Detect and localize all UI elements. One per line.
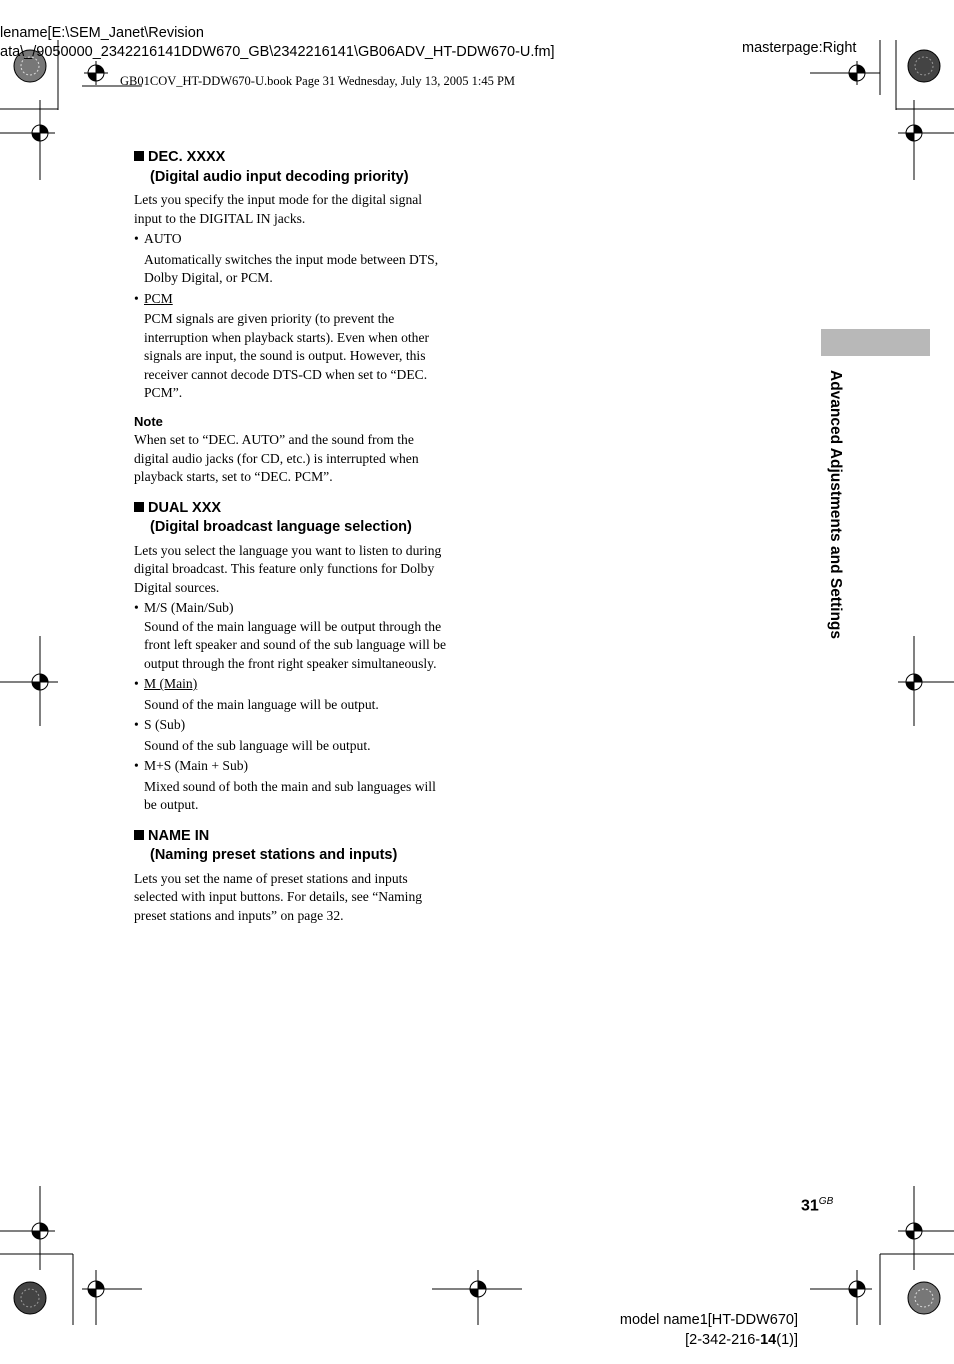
item-desc: Sound of the main language will be output through the front left speaker and sound of the sub language will be output through the front right speaker simultaneously. [144,618,446,671]
side-tab-label: Advanced Adjustments and Settings [827,370,844,639]
name-intro: Lets you set the name of preset stations and inputs selected with input buttons. For details, see “Naming preset stations and inputs” on page 32. [134,870,423,923]
square-bullet-icon [134,502,144,512]
footer-code-pre: [2-342-216- [685,1332,761,1348]
dec-title: DEC. XXXX [148,149,226,165]
footer-code-post: (1)] [776,1332,798,1348]
page-number-value: 31 [801,1197,819,1215]
side-tab-marker [821,329,930,356]
list-item [134,716,446,755]
square-bullet-icon [134,151,144,161]
bullet-dot: • [134,231,139,246]
name-section-heading [134,827,446,866]
item-desc: Mixed sound of both the main and sub languages will be output. [144,778,436,812]
name-title: NAME IN [148,827,210,844]
list-item [134,599,446,673]
file-path [0,24,555,62]
footer-line2 [612,1330,798,1350]
page-number [801,1196,833,1215]
list-item [134,230,446,288]
list-item [134,757,446,815]
dual-intro: Lets you select the language you want to listen to during digital broadcast. This feature only functions for Dolby Digital sources. [134,542,442,595]
file-path-line1: lename[E:\SEM_Janet\Revision [0,25,204,41]
item-label-default: M (Main) [144,676,198,691]
bullet-dot: • [134,717,139,732]
item-desc: Sound of the sub language will be output. [144,737,371,753]
footer-model-info [612,1310,798,1350]
book-info: GB01COV_HT-DDW670-U.book Page 31 Wednesday, July 13, 2005 1:45 PM [120,74,516,88]
bullet-dot: • [134,676,139,691]
item-label: M/S (Main/Sub) [144,600,234,615]
dec-subtitle: (Digital audio input decoding priority) [150,168,409,185]
item-label: AUTO [144,231,182,246]
list-item [134,675,446,714]
file-path-line2: ata\_/9050000_2342216141DDW670_GB\2342216141\GB06ADV_HT-DDW670-U.fm] [0,44,555,60]
footer-code-bold: 14 [760,1332,777,1348]
item-desc: Sound of the main language will be output. [144,696,379,712]
masterpage-label: masterpage:Right [742,40,857,56]
bullet-dot: • [134,758,139,773]
dec-section-heading [134,148,446,187]
bullet-dot: • [134,600,139,615]
dual-subtitle: (Digital broadcast language selection) [150,519,412,535]
item-label-default: PCM [144,290,173,306]
page-number-suffix: GB [818,1196,834,1207]
item-label: S (Sub) [144,717,186,732]
bullet-dot: • [134,290,139,306]
list-item [134,290,446,403]
dual-title: DUAL XXX [148,499,222,516]
note-heading: Note [134,413,163,429]
item-label: M+S (Main + Sub) [144,758,249,773]
dec-intro: Lets you specify the input mode for the digital signal input to the DIGITAL IN jacks. [134,192,423,226]
name-subtitle: (Naming preset stations and inputs) [150,847,398,863]
note-text: When set to “DEC. AUTO” and the sound from the digital audio jacks (for CD, etc.) is interrupted when playback starts, set to “DEC. PCM”. [134,432,419,484]
item-desc: PCM signals are given priority (to prevent the interruption when playback starts). Even when other signals are input, the sound is output. However, this receiver cannot decode DTS-CD when set to “DEC. PCM”. [144,311,430,400]
item-desc: Automatically switches the input mode between DTS, Dolby Digital, or PCM. [144,251,439,285]
footer-line1: model name1[HT-DDW670] [619,1312,798,1328]
dual-section-heading [134,499,446,538]
square-bullet-icon [134,830,144,840]
content-column [134,148,446,925]
